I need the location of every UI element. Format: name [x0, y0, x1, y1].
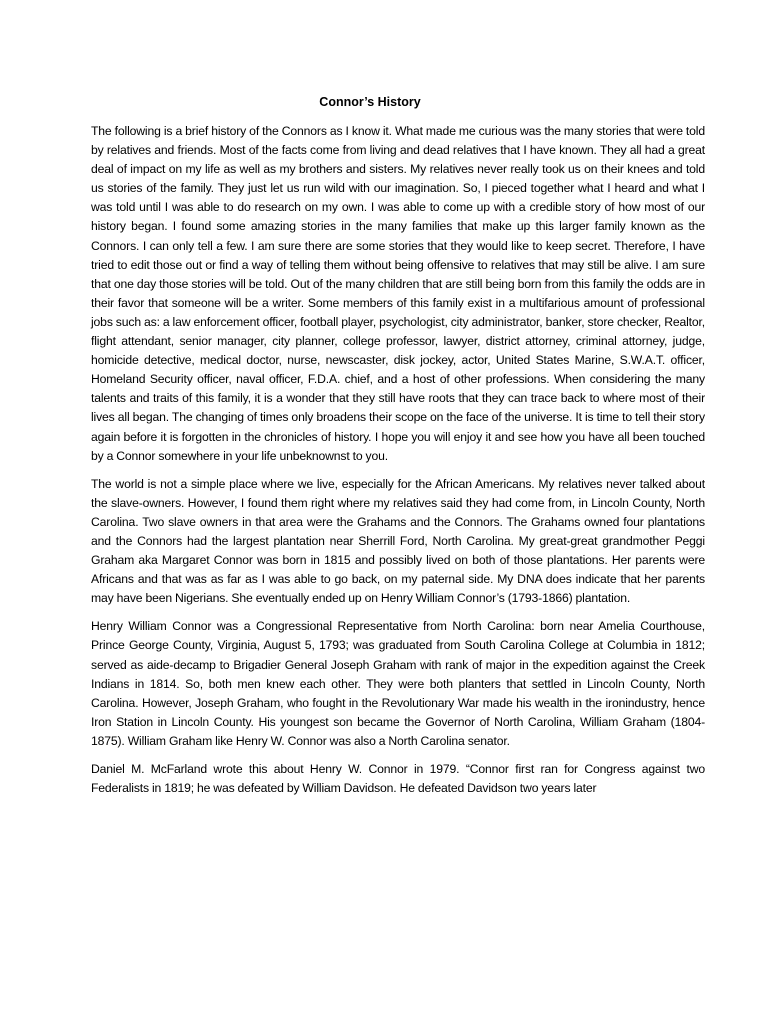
paragraph-mcfarland: Daniel M. McFarland wrote this about Henry W. Connor in 1979. “Connor first ran for Congress against two Federalists in 1819; he was defeated by William Davidson. He defeated Davidson two years later [91, 762, 705, 796]
paragraph-henry-william-connor: Henry William Connor was a Congressional Representative from North Carolina: born near Amelia Courthouse, Prince George County, Virginia, August 5, 1793; was graduated from South Carolina College at Columbia in 1812; served as aide-decamp to Brigadier General Joseph Graham with rank of major in the expedition against the Creek Indians in 1814. So, both men knew each other. They were both planters that settled in Lincoln County, North Carolina. However, Joseph Graham, who fought in the Revolutionary War made his wealth in the ironindustry, hence Iron Station in Lincoln County. His youngest son became the Governor of North Carolina, William Graham (1804-1875). William Graham like Henry W. Connor was also a North Carolina senator. [91, 619, 705, 748]
paragraph-introduction: The following is a brief history of the Connors as I know it. What made me curious was the many stories that were told by relatives and friends. Most of the facts come from living and dead relatives that I have known. They all had a great deal of impact on my life as well as my brothers and sisters. My relatives never really took us on their knees and told us stories of the family. They just let us run wild with our imagination. So, I pieced together what I heard and what I was told until I was able to do research on my own. I was able to come up with a credible story of how most of our history began. I found some amazing stories in the many families that make up this larger family known as the Connors. I can only tell a few. I am sure there are some stories that they would like to keep secret. Therefore, I have tried to edit those out or find a way of telling them without being offensive to relatives that may still be alive. I am sure that one day those stories will be told. Out of the many children that are still being born from this family the odds are in their favor that someone will be a writer. Some members of this family exist in a multifarious amount of professional jobs such as: a law enforcement officer, football player, psychologist, city administrator, banker, store checker, Realtor, flight attendant, senior manager, city planner, college professor, lawyer, district attorney, criminal attorney, judge, homicide detective, medical doctor, nurse, newscaster, disk jockey, actor, United States Marine, S.W.A.T. officer, Homeland Security officer, naval officer, F.D.A. chief, and a host of other professions. When considering the many talents and traits of this family, it is a wonder that they still have roots that they can trace back to where most of their lives all began. The changing of times only broadens their scope on the face of the universe. It is time to tell their story again before it is forgotten in the chronicles of history. I hope you will enjoy it and see how you have all been touched by a Connor somewhere in your life unbeknownst to you. [91, 124, 705, 463]
page-title: Connor’s History [319, 95, 421, 109]
paragraph-slave-owners: The world is not a simple place where we live, especially for the African Americans. My relatives never talked about the slave-owners. However, I found them right where my relatives said they had come from, in Lincoln County, North Carolina. Two slave owners in that area were the Grahams and the Connors. The Grahams owned four plantations and the Connors had the largest plantation near Sherrill Ford, North Carolina. My great-great grandmother Peggi Graham aka Margaret Connor was born in 1815 and possibly lived on both of those plantations. Her parents were Africans and that was as far as I was able to go back, on my paternal side. My DNA does indicate that her parents may have been Nigerians. She eventually ended up on Henry William Connor’s (1793-1866) plantation. [91, 476, 705, 606]
document-body [91, 122, 705, 807]
